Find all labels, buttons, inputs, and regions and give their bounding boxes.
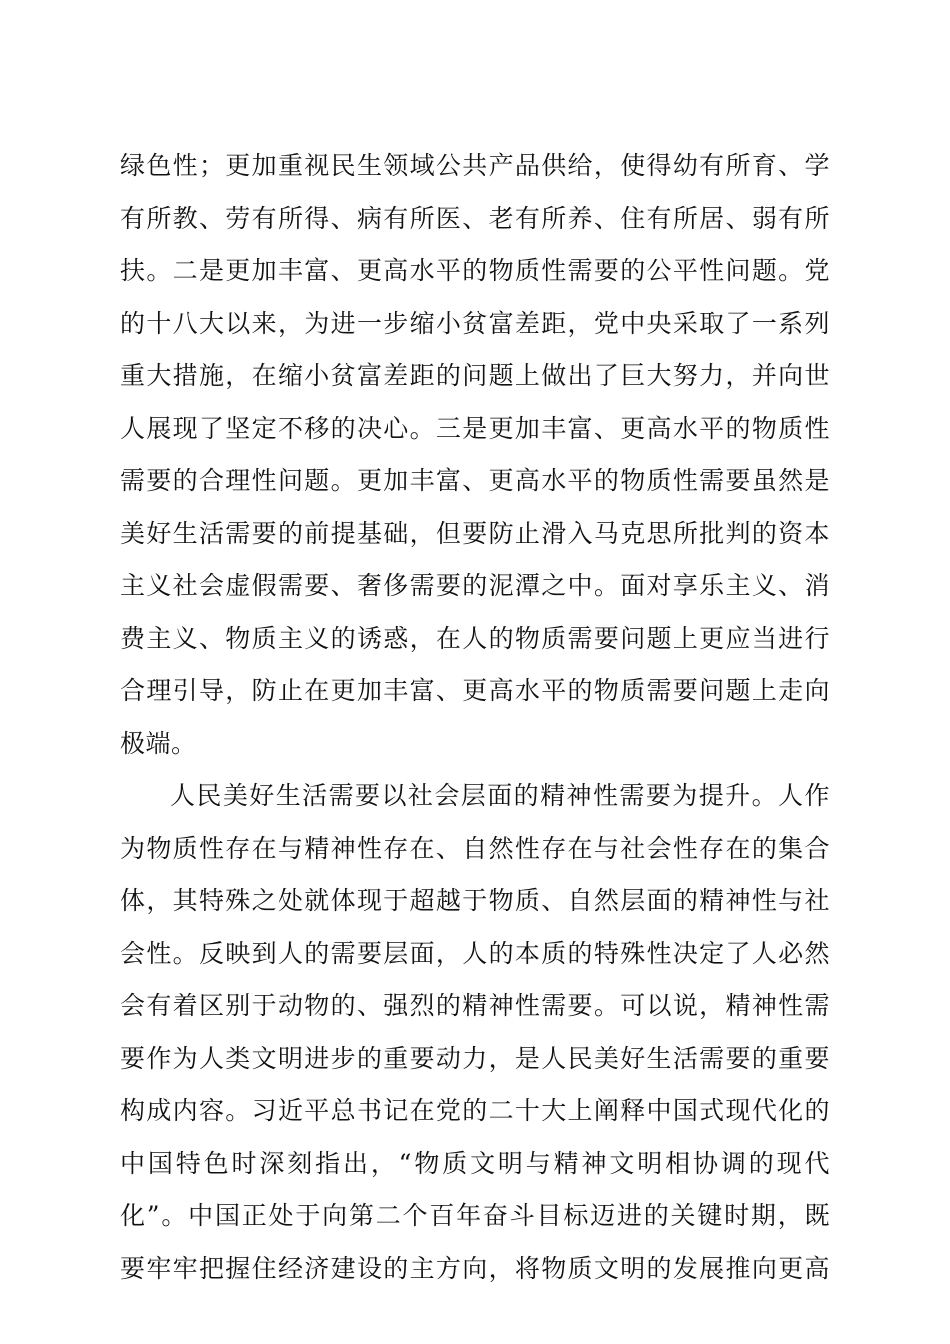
text-line: 重大措施，在缩小贫富差距的问题上做出了巨大努力，并向世 (120, 361, 830, 390)
text-line: 费主义、物质主义的诱惑，在人的物质需要问题上更应当进行 (120, 623, 830, 653)
text-line: 会有着区别于动物的、强烈的精神性需要。可以说，精神性需 (120, 991, 830, 1020)
text-line: 绿色性；更加重视民生领域公共产品供给，使得幼有所育、学 (120, 151, 830, 180)
body-text (120, 140, 830, 1295)
text-line: 为物质性存在与精神性存在、自然性存在与社会性存在的集合 (120, 833, 830, 863)
text-line: 的十八大以来，为进一步缩小贫富差距，党中央采取了一系列 (120, 308, 830, 338)
text-line: 人展现了坚定不移的决心。三是更加丰富、更高水平的物质性 (120, 413, 830, 443)
text-line: 美好生活需要的前提基础，但要防止滑入马克思所批判的资本 (120, 518, 830, 548)
text-line: 扶。二是更加丰富、更高水平的物质性需要的公平性问题。党 (120, 256, 830, 285)
text-line: 需要的合理性问题。更加丰富、更高水平的物质性需要虽然是 (120, 466, 830, 495)
text-line: 化”。中国正处于向第二个百年奋斗目标迈进的关键时期，既 (120, 1201, 830, 1230)
text-line: 有所教、劳有所得、病有所医、老有所养、住有所居、弱有所 (120, 203, 830, 233)
text-line: 主义社会虚假需要、奢侈需要的泥潭之中。面对享乐主义、消 (120, 571, 830, 600)
text-line: 合理引导，防止在更加丰富、更高水平的物质需要问题上走向 (120, 676, 830, 705)
text-line: 极端。 (120, 728, 197, 758)
paragraph-material-needs (120, 140, 830, 770)
paragraph-spiritual-needs (120, 770, 830, 1295)
text-line: 构成内容。习近平总书记在党的二十大上阐释中国式现代化的 (120, 1096, 830, 1125)
text-line: 要作为人类文明进步的重要动力，是人民美好生活需要的重要 (120, 1043, 830, 1073)
text-line: 体，其特殊之处就体现于超越于物质、自然层面的精神性与社 (120, 886, 830, 915)
text-line: 要牢牢把握住经济建设的主方向，将物质文明的发展推向更高 (120, 1253, 830, 1283)
text-line: 人民美好生活需要以社会层面的精神性需要为提升。人作 (170, 781, 830, 810)
text-line: 中国特色时深刻指出，“物质文明与精神文明相协调的现代 (120, 1148, 830, 1178)
text-line: 会性。反映到人的需要层面，人的本质的特殊性决定了人必然 (120, 938, 830, 968)
